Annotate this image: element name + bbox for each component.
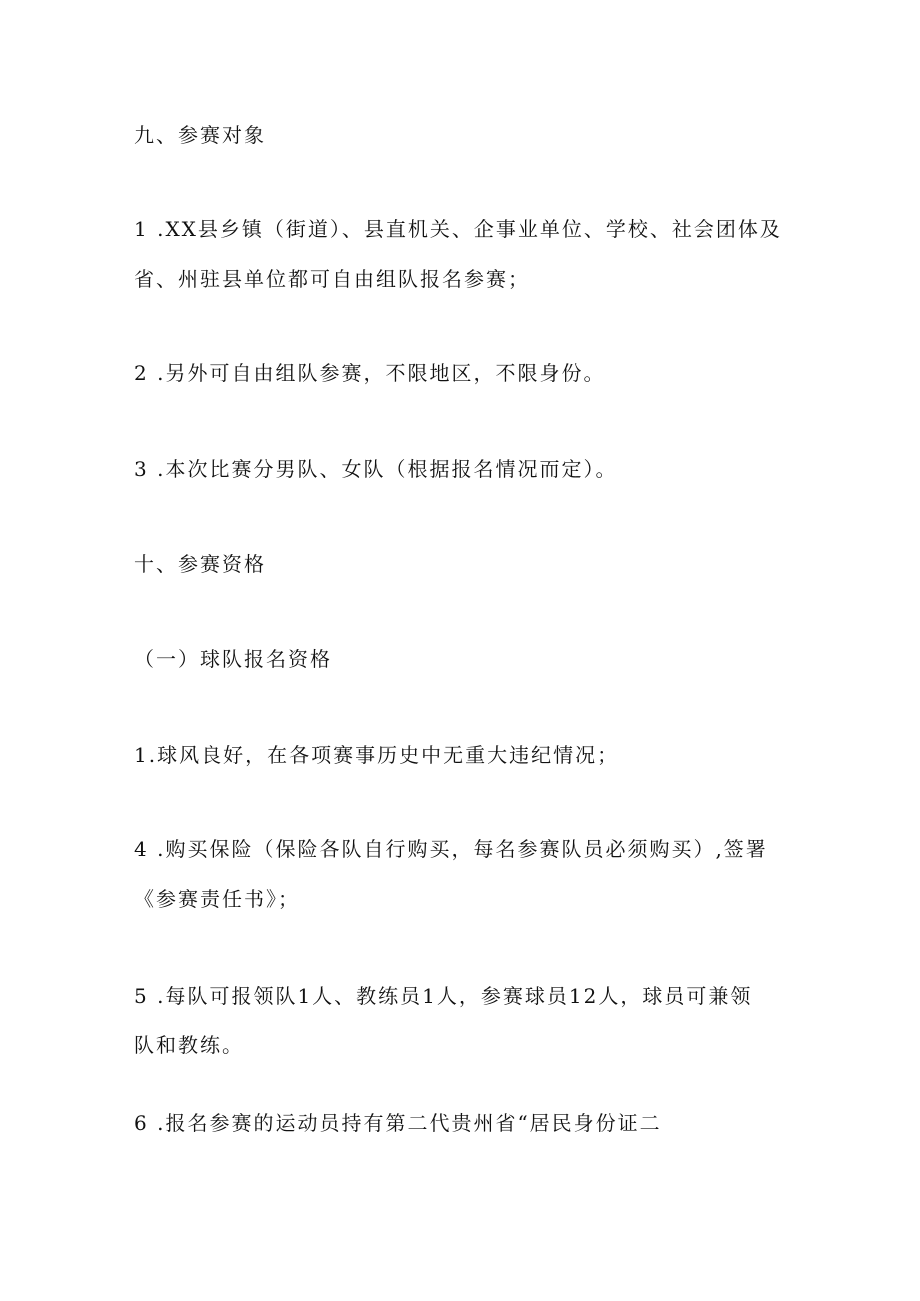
item-1-line-1: 1 .XX县乡镇（街道）、县直机关、企事业单位、学校、社会团体及	[134, 217, 782, 241]
qualification-5-line-1: 5 .每队可报领队1人、教练员1人，参赛球员12人，球员可兼领	[134, 984, 753, 1008]
qualification-1: 1.球风良好，在各项赛事历史中无重大违纪情况；	[134, 743, 620, 767]
section-heading-eligibility: 十、参赛资格	[134, 552, 266, 576]
qualification-4-line-2: 《参赛责任书》；	[134, 887, 300, 911]
qualification-6: 6 .报名参赛的运动员持有第二代贵州省“居民身份证二	[134, 1111, 662, 1135]
subheading-team-eligibility: （一）球队报名资格	[134, 647, 332, 671]
qualification-4-line-1: 4 .购买保险（保险各队自行购买，每名参赛队员必须购买）,签署	[134, 837, 768, 861]
item-2: 2 .另外可自由组队参赛，不限地区，不限身份。	[134, 361, 606, 385]
item-3: 3 .本次比赛分男队、女队（根据报名情况而定）。	[134, 457, 618, 481]
item-1-line-2: 省、州驻县单位都可自由组队报名参赛；	[134, 267, 530, 291]
section-heading-participants: 九、参赛对象	[134, 123, 266, 147]
qualification-5-line-2: 队和教练。	[134, 1033, 244, 1057]
